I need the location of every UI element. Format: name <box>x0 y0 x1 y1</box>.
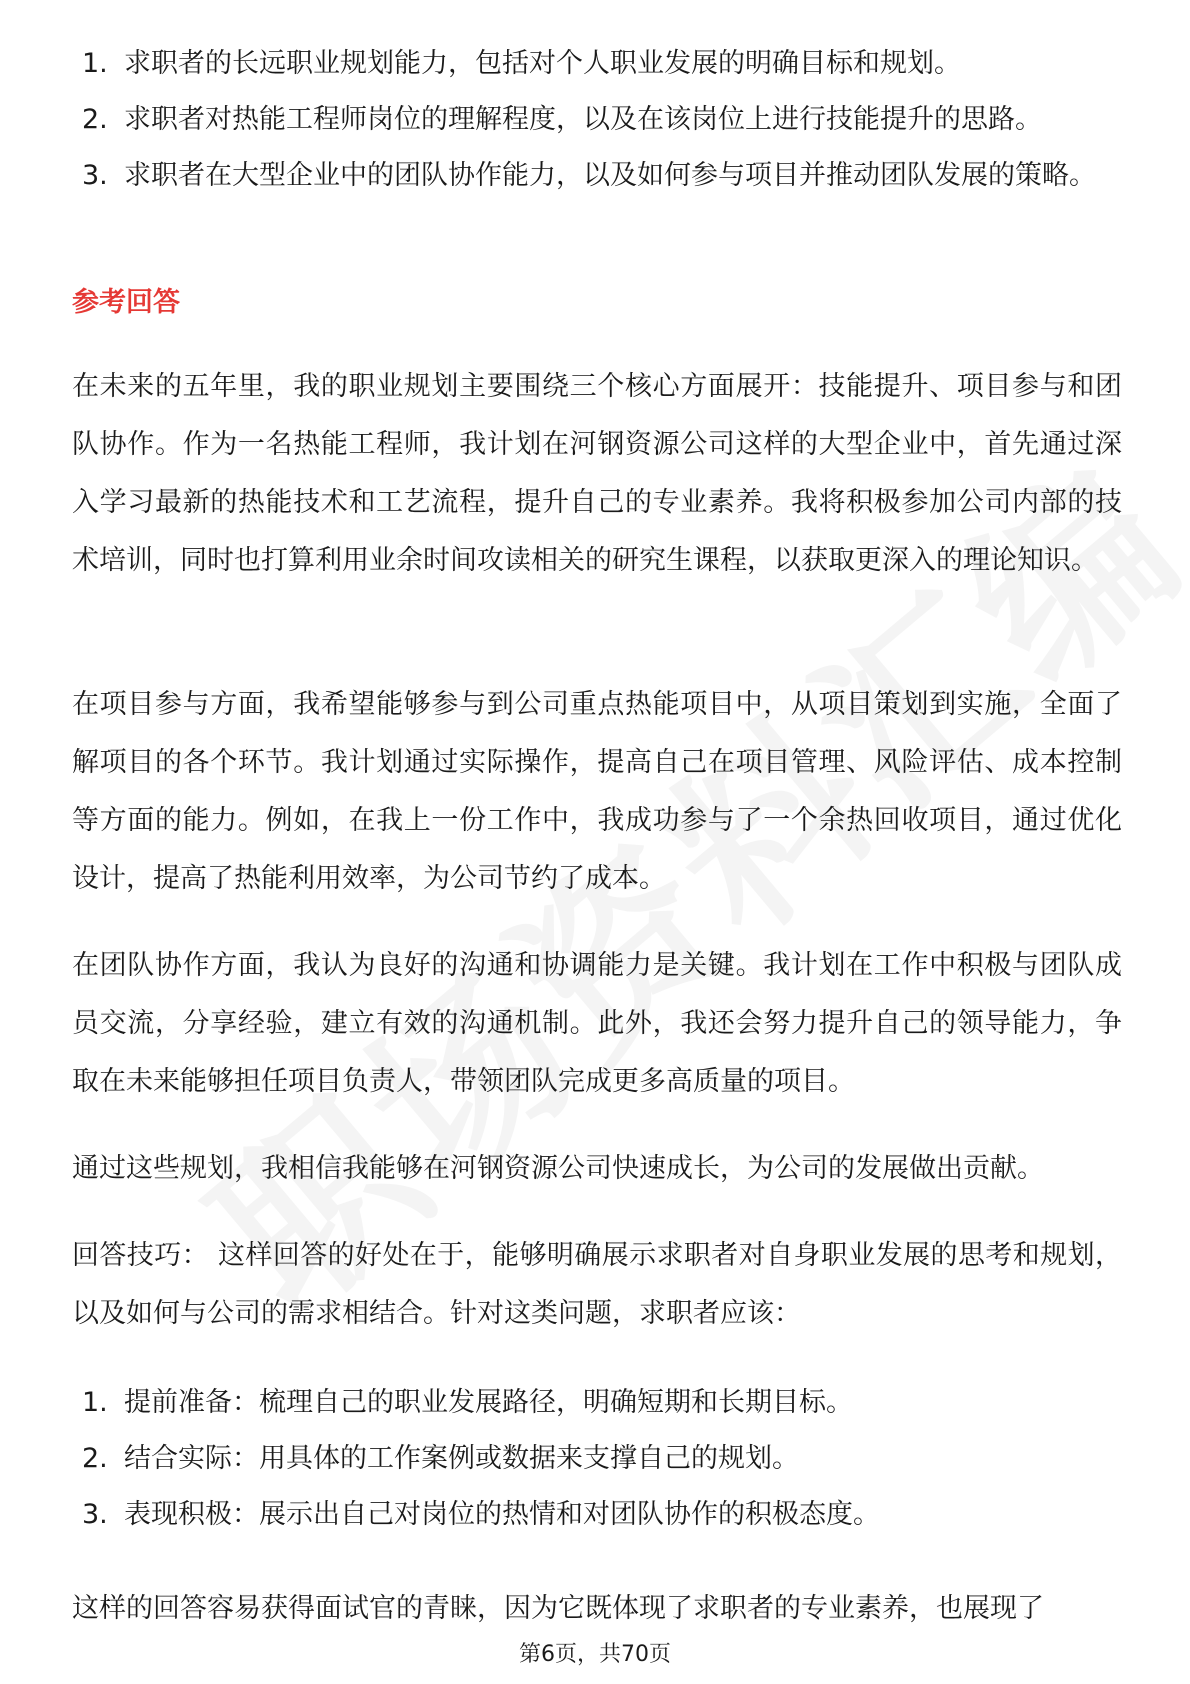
list-text: 表现积极：展示出自己对岗位的热情和对团队协作的积极态度。 <box>124 1499 880 1530</box>
answer-paragraph-4: 通过这些规划，我相信我能够在河钢资源公司快速成长，为公司的发展做出贡献。 <box>72 1153 1044 1184</box>
closing-paragraph: 这样的回答容易获得面试官的青睐，因为它既体现了求职者的专业素养，也展现了 <box>72 1593 1044 1624</box>
list-item <box>82 1375 1132 1431</box>
page-footer: 第6页，共70页 <box>519 1642 671 1667</box>
list-number: 1. <box>82 48 108 79</box>
list-text: 求职者的长远职业规划能力，包括对个人职业发展的明确目标和规划。 <box>124 48 961 79</box>
list-item <box>82 1487 1132 1543</box>
list-number: 2. <box>82 104 108 135</box>
section-heading: 参考回答 <box>72 287 180 318</box>
list-item <box>82 148 1132 204</box>
list-number: 1. <box>82 1387 108 1418</box>
list-text: 求职者在大型企业中的团队协作能力，以及如何参与项目并推动团队发展的策略。 <box>124 160 1096 191</box>
list-text: 提前准备：梳理自己的职业发展路径，明确短期和长期目标。 <box>124 1387 853 1418</box>
list-text: 结合实际：用具体的工作案例或数据来支撑自己的规划。 <box>124 1443 799 1474</box>
list-number: 3. <box>82 160 108 191</box>
answer-paragraph-1: 在未来的五年里，我的职业规划主要围绕三个核心方面展开：技能提升、项目参与和团队协作。作为一名热能工程师，我计划在河钢资源公司这样的大型企业中，首先通过深入学习最新的热能技术和工艺流程，提升自己的专业素养。我将积极参加公司内部的技术培训，同时也打算利用业余时间攻读相关的研究生课程，以获取更深入的理论知识。 <box>72 371 1122 576</box>
answer-paragraph-3: 在团队协作方面，我认为良好的沟通和协调能力是关键。我计划在工作中积极与团队成员交流，分享经验，建立有效的沟通机制。此外，我还会努力提升自己的领导能力，争取在未来能够担任项目负责人，带领团队完成更多高质量的项目。 <box>72 950 1122 1097</box>
list-number: 3. <box>82 1499 108 1530</box>
list-item <box>82 36 1132 92</box>
list-item <box>82 1431 1132 1487</box>
tips-paragraph: 回答技巧： 这样回答的好处在于，能够明确展示求职者对自身职业发展的思考和规划，以及如何与公司的需求相结合。针对这类问题，求职者应该： <box>72 1240 1122 1329</box>
list-text: 求职者对热能工程师岗位的理解程度，以及在该岗位上进行技能提升的思路。 <box>124 104 1042 135</box>
answer-paragraph-2: 在项目参与方面，我希望能够参与到公司重点热能项目中，从项目策划到实施，全面了解项目的各个环节。我计划通过实际操作，提高自己在项目管理、风险评估、成本控制等方面的能力。例如，在我上一份工作中，我成功参与了一个余热回收项目，通过优化设计，提高了热能利用效率，为公司节约了成本。 <box>72 689 1122 894</box>
tips-list <box>82 1375 1132 1543</box>
list-item <box>82 92 1132 148</box>
list-number: 2. <box>82 1443 108 1474</box>
question-points-list <box>82 36 1132 204</box>
